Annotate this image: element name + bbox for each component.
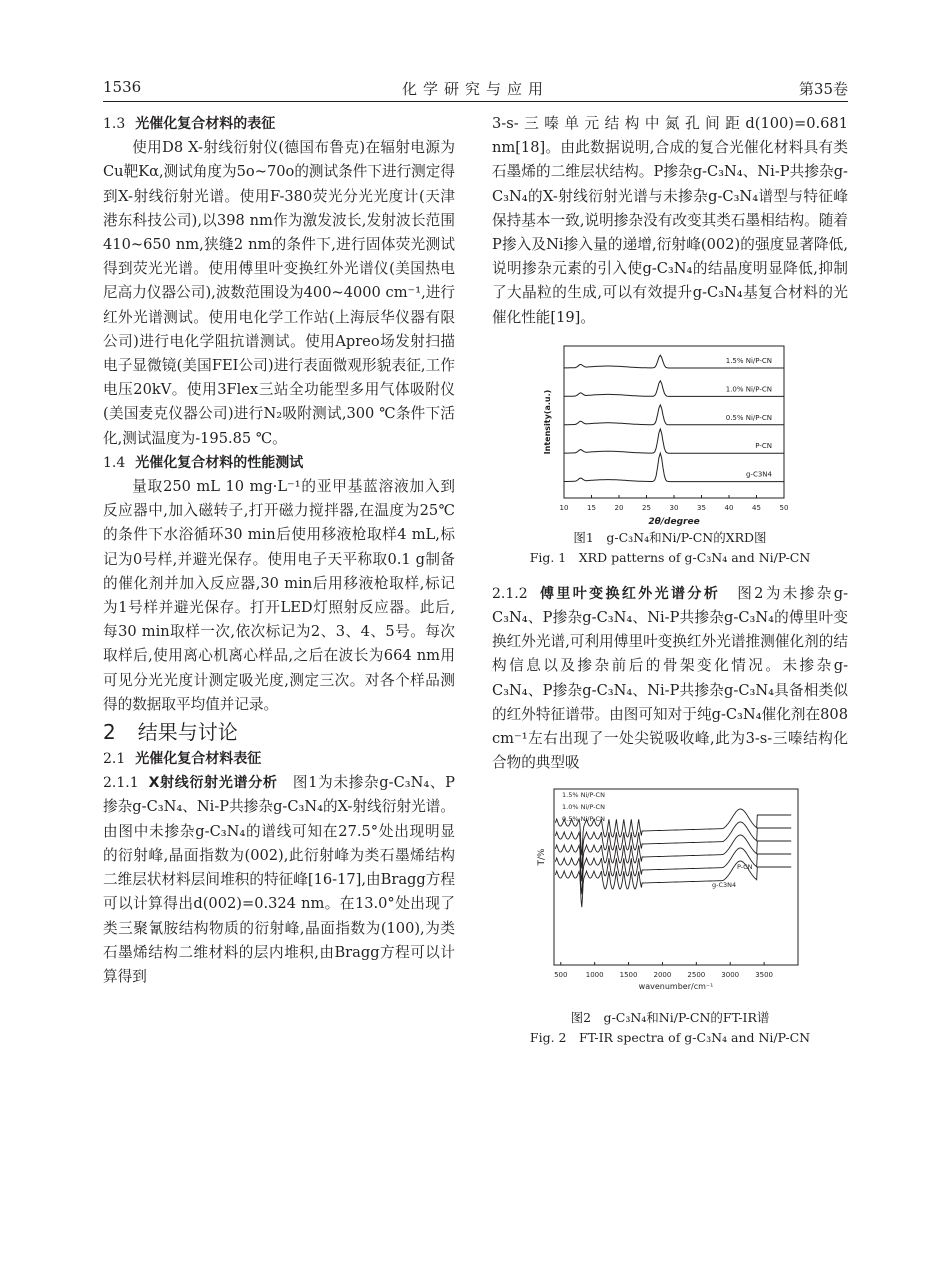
ftir-x-tick-label: 500: [554, 971, 568, 980]
ftir-series-label: g-C3N4: [712, 881, 737, 890]
figure-2-caption-en: Fig. 2 FT-IR spectra of g-C₃N₄ and Ni/P-CN: [529, 1030, 811, 1046]
xrd-x-tick-label: 10: [559, 503, 569, 512]
xrd-series-label: 1.0% Ni/P-CN: [725, 385, 772, 394]
ftir-x-tick-label: 1000: [585, 971, 604, 980]
ftir-x-tick-label: 2000: [653, 971, 672, 980]
volume-label: 第35卷: [798, 80, 848, 98]
section-1-4-heading: 1.4 光催化复合材料的性能测试: [103, 454, 304, 471]
ftir-x-tick-label: 3000: [721, 971, 740, 980]
right-column: [492, 112, 848, 1048]
xrd-x-tick-label: 30: [669, 503, 679, 512]
ftir-chart: [492, 783, 848, 1008]
xrd-series-label: g-C3N4: [745, 470, 772, 479]
section-2-1-1-heading: 2.1.1 X射线衍射光谱分析: [103, 775, 278, 792]
section-1-3-body: 使用D8 X-射线衍射仪(德国布鲁克)在辐射电源为Cu靶Kα,测试角度为5o~70o的测试条件下进行测定得到X-射线衍射光谱。使用F-380荧光分光光度计(天津港东科技公司),以398 nm作为激发波长,发射波长范围410~650 nm,狭缝2 nm的条件下,进行固体荧光测试得到荧光光谱。使用傅里叶变换红外光谱仪(美国热电尼高力仪器公司),波数范围设为400~4000 cm⁻¹,进行红外光谱测试。使用电化学工作站(上海辰华仪器有限公司)进行电化学阻抗谱测试。使用Apreo场发射扫描电子显微镜(美国FEI公司)进行表面微观形貌表征,工作电压20kV。使用3Flex三站全功能型多用气体吸附仪(美国麦克仪器公司)进行N₂吸附测试,300 ℃条件下活化,测试温度为-195.85 ℃。: [103, 139, 455, 447]
ftir-x-tick-label: 2500: [687, 971, 706, 980]
left-column: [103, 112, 455, 989]
page-number: 1536: [103, 78, 142, 96]
ftir-x-axis-label: wavenumber/cm⁻¹: [638, 982, 714, 992]
figure-2-caption-cn: 图2 g-C₃N₄和Ni/P-CN的FT-IR谱: [570, 1010, 770, 1026]
xrd-x-tick-label: 20: [614, 503, 624, 512]
ftir-series-line: [555, 835, 791, 881]
xrd-chart: [492, 338, 848, 528]
ftir-series-label: 1.0% Ni/P-CN: [562, 803, 605, 812]
xrd-x-tick-label: 45: [752, 503, 761, 512]
section-2-1-1-body: 2.1.1 X射线衍射光谱分析 图1为未掺杂g-C₃N₄、P掺杂g-C₃N₄、Ni-P共掺杂g-C₃N₄的X-射线衍射光谱。由图中未掺杂g-C₃N₄的谱线可知在27.5°处出现明显的衍射峰,晶面指数为(002),此衍射峰为类石墨烯结构二维层状材料层间堆积的特征峰[16-17],由Bragg方程可以计算得出d(002)=0.324 nm。在13.0°处出现了类三聚氰胺结构物质的衍射峰,晶面指数为(100),为类石墨烯结构二维材料的层内堆积,由Bragg方程可以计算得到: [103, 774, 456, 985]
continued-paragraph: 3-s-三嗪单元结构中氮孔间距d(100)=0.681 nm[18]。由此数据说明,合成的复合光催化材料具有类石墨烯的二维层状结构。P掺杂g-C₃N₄、Ni-P共掺杂g-C₃N₄的X-射线衍射光谱与未掺杂g-C₃N₄谱型与特征峰保持基本一致,说明掺杂没有改变其类石墨相结构。随着P掺入及Ni掺入量的递增,衍射峰(002)的强度显著降低,说明掺杂元素的引入使g-C₃N₄的结晶度明显降低,抑制了大晶粒的生成,可以有效提升g-C₃N₄基复合材料的光催化性能[19]。: [492, 115, 848, 326]
xrd-x-tick-label: 25: [642, 503, 651, 512]
figure-2: [492, 783, 848, 1008]
journal-title: 化学研究与应用: [401, 80, 549, 98]
ftir-series-line: [555, 848, 791, 894]
xrd-series-label: 1.5% Ni/P-CN: [725, 356, 772, 365]
xrd-series-line: [564, 429, 784, 453]
section-1-3-heading: 1.3 光催化复合材料的表征: [103, 116, 276, 132]
ftir-series-label: 1.5% Ni/P-CN: [562, 791, 605, 800]
xrd-x-tick-label: 15: [587, 503, 596, 512]
ftir-x-tick-label: 3500: [755, 971, 774, 980]
section-2-heading: 2 结果与讨论: [103, 720, 238, 745]
section-2-1-2-body: 2.1.2 傅里叶变换红外光谱分析 图2为未掺杂g-C₃N₄、P掺杂g-C₃N₄、Ni-P共掺杂g-C₃N₄的傅里叶变换红外光谱,可利用傅里叶变换红外光谱推测催化剂的结构信息以及掺杂前后的骨架变化情况。未掺杂g-C₃N₄、P掺杂g-C₃N₄、Ni-P共掺杂g-C₃N₄具备相类似的红外特征谱带。由图可知对于纯g-C₃N₄催化剂在808 cm⁻¹左右出现了一处尖锐吸收峰,此为3-s-三嗪结构化合物的典型吸: [492, 584, 848, 772]
figure-1-caption-cn: 图1 g-C₃N₄和Ni/P-CN的XRD图: [573, 529, 767, 545]
header-rule: [103, 101, 848, 102]
ftir-series-label: 0.5% Ni/P-CN: [562, 815, 605, 824]
xrd-x-tick-label: 40: [724, 503, 734, 512]
ftir-series-line: [555, 822, 791, 868]
xrd-x-axis-label: 2θ/degree: [648, 516, 700, 527]
ftir-series-label: P-CN: [737, 863, 753, 872]
page-header: [103, 78, 848, 100]
xrd-series-label: 0.5% Ni/P-CN: [725, 413, 772, 422]
figure-1-caption-en: Fig. 1 XRD patterns of g-C₃N₄ and Ni/P-CN: [529, 549, 811, 565]
ftir-series-line: [555, 861, 791, 907]
xrd-x-tick-label: 35: [697, 503, 706, 512]
xrd-series-label: P-CN: [755, 442, 772, 451]
section-1-4-body: 量取250 mL 10 mg·L⁻¹的亚甲基蓝溶液加入到反应器中,加入磁转子,打开磁力搅拌器,在温度为25℃的条件下水浴循环30 min后使用移液枪取样4 mL,标记为0号样,并避光保存。使用电子天平称取0.1 g制备的催化剂并加入反应器,30 min后用移液枪取样,标记为1号样并避光保存。打开LED灯照射反应器。此后,每30 min取样一次,依次标记为2、3、4、5号。每次取样后,使用离心机离心样品,之后在波长为664 nm用可见分光光度计测定吸光度,测定三次。对各个样品测得的数据取平均值并记录。: [103, 478, 455, 713]
section-2-1-2-heading: 2.1.2 傅里叶变换红外光谱分析: [492, 585, 721, 602]
xrd-y-axis-label: Intensity(a.u.): [543, 389, 552, 455]
xrd-x-tick-label: 50: [779, 503, 789, 512]
ftir-x-tick-label: 1500: [619, 971, 638, 980]
section-2-1-heading: 2.1 光催化复合材料表征: [103, 751, 262, 768]
figure-1: [492, 338, 848, 528]
ftir-y-axis-label: T/%: [537, 848, 547, 866]
